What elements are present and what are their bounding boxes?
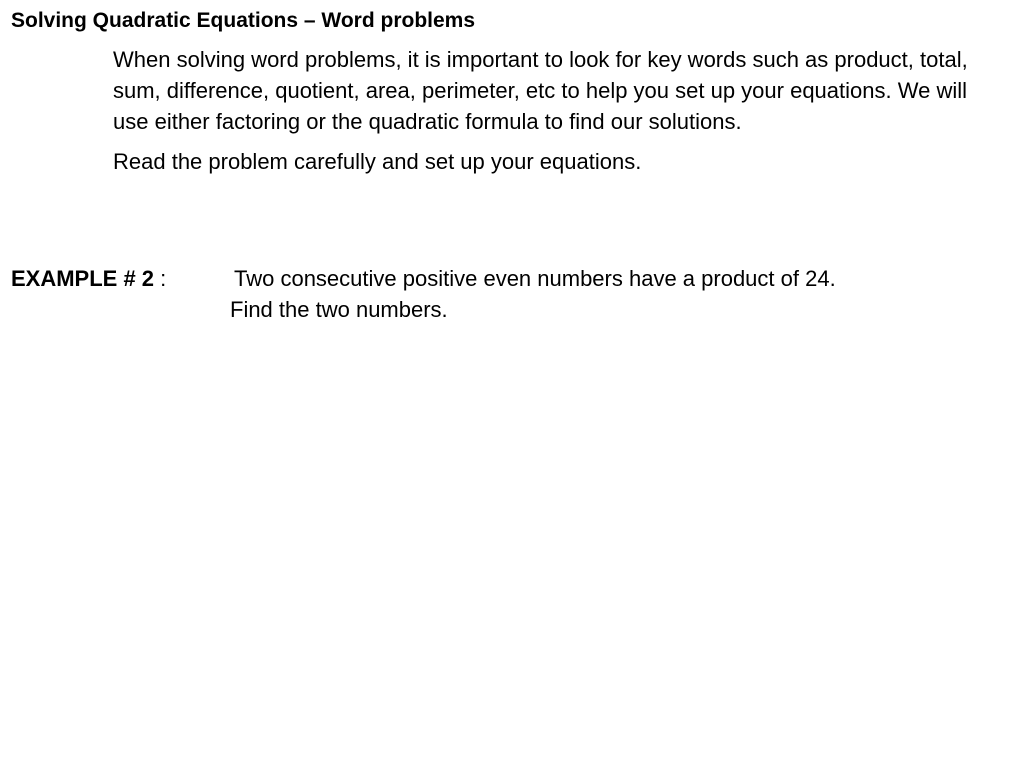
- example-label: [11, 263, 166, 294]
- intro-paragraph: When solving word problems, it is important to look for key words such as product, total, sum, difference, quotient, area, perimeter, etc to help you set up your equations. We will use either factoring or the quadratic formula to find our solutions.: [113, 47, 968, 134]
- intro-section: [113, 44, 973, 177]
- example-problem-line-1: Two consecutive positive even numbers have a product of 24.: [234, 266, 836, 291]
- example-separator: :: [154, 266, 167, 291]
- example-problem: [230, 263, 1010, 325]
- example-problem-line-2: Find the two numbers.: [230, 297, 448, 322]
- example-number: EXAMPLE # 2: [11, 266, 155, 291]
- page-title: Solving Quadratic Equations – Word problems: [11, 9, 476, 32]
- instruction-paragraph: Read the problem carefully and set up your equations.: [113, 149, 642, 174]
